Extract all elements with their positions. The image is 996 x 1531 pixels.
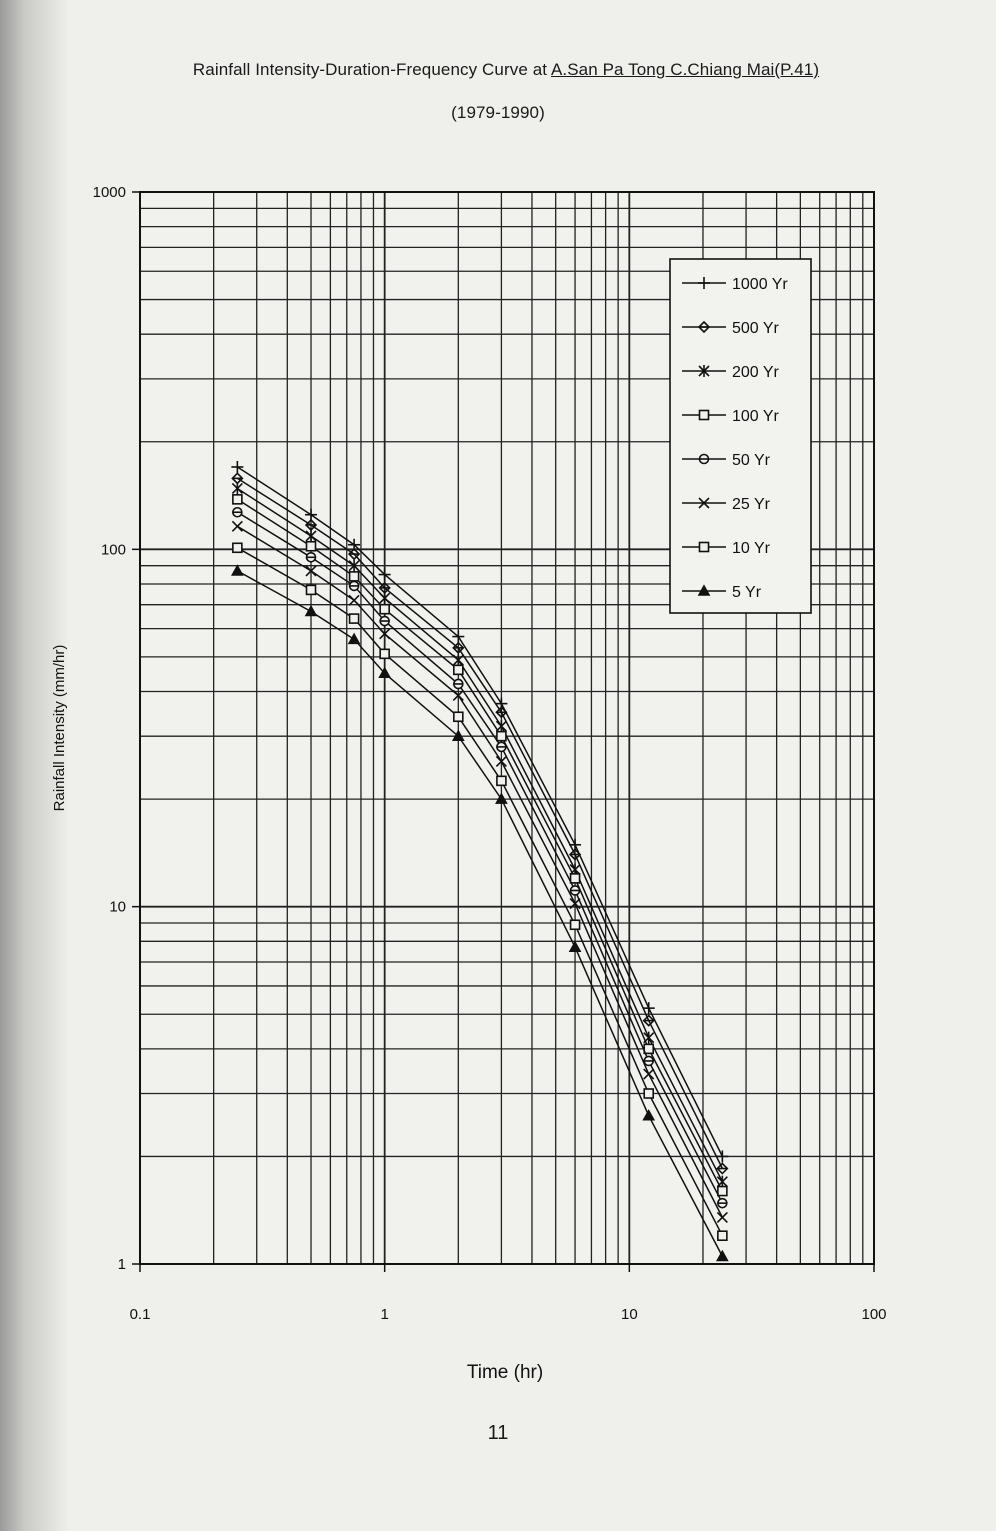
marker-square: [233, 495, 242, 504]
data-point-marker: [232, 508, 242, 517]
x-tick-label: 1: [380, 1306, 389, 1323]
x-axis-label: Time (hr): [466, 1362, 544, 1383]
marker-square: [700, 411, 709, 420]
marker-square: [350, 572, 359, 581]
marker-square: [233, 543, 242, 552]
legend-label: 10 Yr: [732, 540, 770, 557]
chart-title-text: Rainfall Intensity-Duration-Frequency Curve at: [192, 60, 551, 79]
data-point-marker: [307, 542, 316, 551]
marker-square: [454, 712, 463, 721]
data-point-marker: [571, 920, 580, 929]
marker-square: [700, 543, 709, 552]
y-tick-label: 10: [109, 898, 126, 916]
marker-square: [497, 776, 506, 785]
data-point-marker: [233, 495, 242, 504]
marker-square: [380, 649, 389, 658]
y-tick-label: 100: [100, 541, 126, 559]
legend-label: 5 Yr: [732, 584, 762, 601]
x-tick-label: 100: [861, 1306, 887, 1323]
data-point-marker: [718, 1187, 727, 1196]
marker-square: [497, 732, 506, 741]
data-point-marker: [644, 1089, 653, 1098]
data-point-marker: [380, 649, 389, 658]
legend-label: 200 Yr: [732, 364, 779, 381]
data-point-marker: [307, 585, 316, 594]
data-point-marker: [380, 605, 389, 614]
data-point-marker: [571, 874, 580, 883]
data-point-marker: [699, 455, 709, 464]
marker-square: [350, 614, 359, 623]
legend-label: 1000 Yr: [732, 276, 788, 293]
data-point-marker: [380, 617, 390, 626]
data-point-marker: [350, 614, 359, 623]
data-point-marker: [349, 581, 359, 590]
y-tick-label: 1000: [92, 184, 126, 201]
chart-title-station: A.San Pa Tong C.Chiang Mai(P.41): [550, 60, 820, 79]
marker-square: [571, 874, 580, 883]
data-point-marker: [454, 712, 463, 721]
legend-label: 25 Yr: [732, 496, 770, 513]
legend-label: 500 Yr: [732, 320, 779, 337]
data-point-marker: [496, 742, 506, 751]
marker-square: [307, 542, 316, 551]
marker-square: [718, 1187, 727, 1196]
x-tick-label: 0.1: [129, 1306, 151, 1323]
page-number: 11: [487, 1422, 509, 1444]
legend-label: 100 Yr: [732, 408, 779, 425]
marker-square: [307, 585, 316, 594]
marker-square: [380, 605, 389, 614]
data-point-marker: [453, 679, 463, 688]
data-point-marker: [644, 1056, 654, 1065]
data-point-marker: [700, 543, 709, 552]
legend-label: 50 Yr: [732, 452, 770, 469]
chart-subtitle: (1979-1990): [451, 103, 545, 122]
marker-square: [571, 920, 580, 929]
x-tick-label: 10: [620, 1306, 638, 1323]
legend: [670, 259, 811, 613]
data-point-marker: [454, 665, 463, 674]
data-point-marker: [497, 732, 506, 741]
marker-square: [454, 665, 463, 674]
data-point-marker: [717, 1199, 727, 1208]
y-tick-label: 1: [117, 1256, 126, 1273]
data-point-marker: [718, 1231, 727, 1240]
legend-box: [670, 259, 811, 613]
data-point-marker: [497, 776, 506, 785]
marker-square: [718, 1231, 727, 1240]
marker-square: [644, 1089, 653, 1098]
data-point-marker: [233, 543, 242, 552]
data-point-marker: [350, 572, 359, 581]
data-point-marker: [306, 553, 316, 562]
data-point-marker: [700, 411, 709, 420]
y-axis-label: Rainfall Intensity (mm/hr): [51, 644, 68, 812]
data-point-marker: [570, 886, 580, 895]
